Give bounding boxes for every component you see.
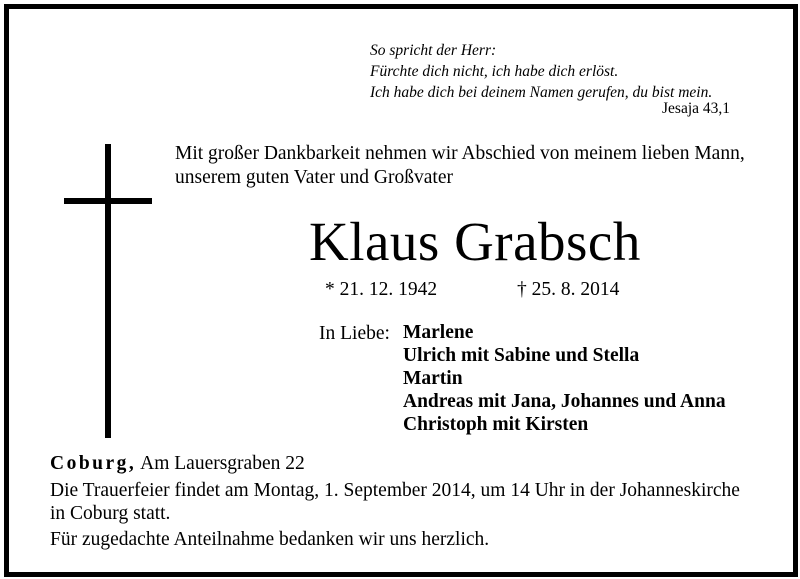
funeral-service-info (50, 479, 740, 525)
verse-line: Fürchte dich nicht, ich habe dich erlöst. (370, 63, 619, 80)
intro-line: unserem guten Vater und Großvater (175, 167, 453, 188)
mourners-list (403, 321, 726, 436)
deceased-name: Klaus Grabsch (309, 211, 641, 272)
mourner-entry: Ulrich mit Sabine und Stella (403, 345, 640, 366)
mourner-entry: Christoph mit Kirsten (403, 414, 589, 435)
address-street: Am Lauersgraben 22 (140, 453, 305, 474)
thanks-text: Für zugedachte Anteilnahme bedanken wir uns herzlich. (50, 529, 490, 550)
address (50, 453, 305, 475)
obituary-notice (4, 4, 798, 577)
service-line: in Coburg statt. (50, 503, 171, 524)
death-date: † 25. 8. 2014 (517, 279, 620, 300)
intro-text (175, 142, 745, 190)
verse-line: Ich habe dich bei deinem Namen gerufen, du bist mein. (370, 84, 713, 101)
mourner-entry: Andreas mit Jana, Johannes und Anna (403, 391, 726, 412)
verse-line: So spricht der Herr: (370, 42, 497, 59)
mourner-entry: Marlene (403, 322, 474, 343)
intro-line: Mit großer Dankbarkeit nehmen wir Abschied von meinem lieben Mann, (175, 143, 745, 164)
cross-icon-crossbar (64, 198, 152, 204)
mourner-entry: Martin (403, 368, 463, 389)
cross-icon (105, 144, 111, 438)
mourners-label: In Liebe: (319, 323, 390, 344)
bible-verse (370, 40, 712, 103)
verse-reference: Jesaja 43,1 (662, 100, 731, 117)
address-city: Coburg, (50, 453, 137, 474)
service-line: Die Trauerfeier findet am Montag, 1. September 2014, um 14 Uhr in der Johanneskirche (50, 480, 740, 501)
birth-date: * 21. 12. 1942 (325, 279, 438, 300)
